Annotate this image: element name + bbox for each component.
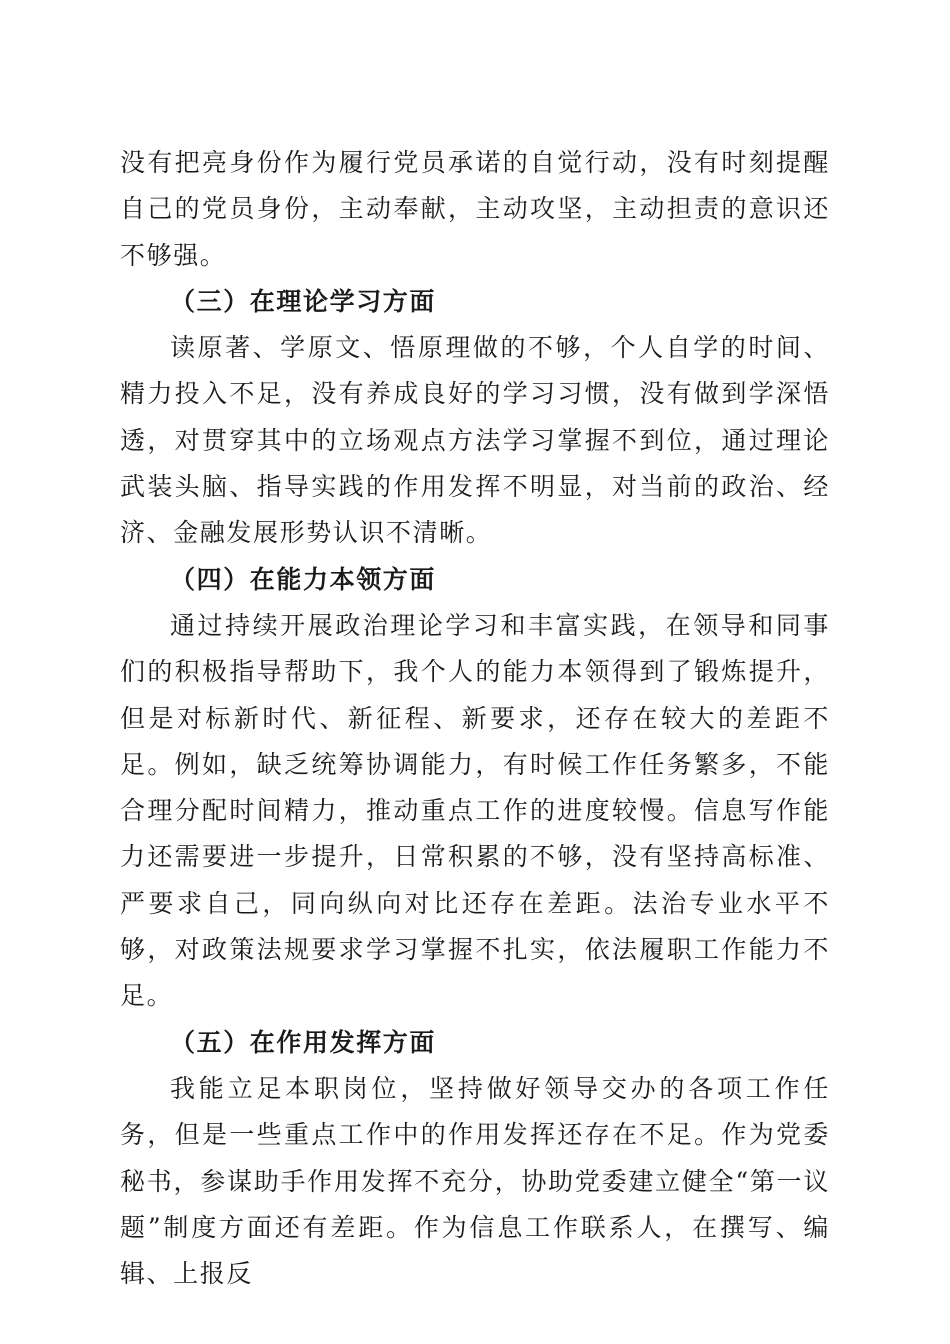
section-body-ability: 通过持续开展政治理论学习和丰富实践，在领导和同事们的积极指导帮助下，我个人的能力本领得到了锻炼提升，但是对标新时代、新征程、新要求，还存在较大的差距不足。例如，缺乏统筹协调能力，有时候工作任务繁多，不能合理分配时间精力，推动重点工作的进度较慢。信息写作能力还需要进一步提升，日常积累的不够，没有坚持高标准、严要求自己，同向纵向对比还存在差距。法治专业水平不够，对政策法规要求学习掌握不扎实，依法履职工作能力不足。 bbox=[120, 610, 830, 1011]
section-heading-role: （五）在作用发挥方面 bbox=[170, 1027, 437, 1057]
section-body-role: 我能立足本职岗位，坚持做好领导交办的各项工作任务，但是一些重点工作中的作用发挥还存在不足。作为党委秘书，参谋助手作用发挥不充分，协助党委建立健全“第一议题”制度方面还有差距。作为信息工作联系人，在撰写、编辑、上报反 bbox=[120, 1073, 830, 1289]
continuation-paragraph: 没有把亮身份作为履行党员承诺的自觉行动，没有时刻提醒自己的党员身份，主动奉献，主动攻坚，主动担责的意识还不够强。 bbox=[120, 148, 830, 270]
section-heading-ability: （四）在能力本领方面 bbox=[170, 564, 437, 594]
section-heading-theory-study: （三）在理论学习方面 bbox=[170, 286, 437, 316]
document-page bbox=[120, 140, 830, 1297]
section-body-theory-study: 读原著、学原文、悟原理做的不够，个人自学的时间、精力投入不足，没有养成良好的学习习惯，没有做到学深悟透，对贯穿其中的立场观点方法学习掌握不到位，通过理论武装头脑、指导实践的作用发挥不明显，对当前的政治、经济、金融发展形势认识不清晰。 bbox=[120, 333, 830, 548]
